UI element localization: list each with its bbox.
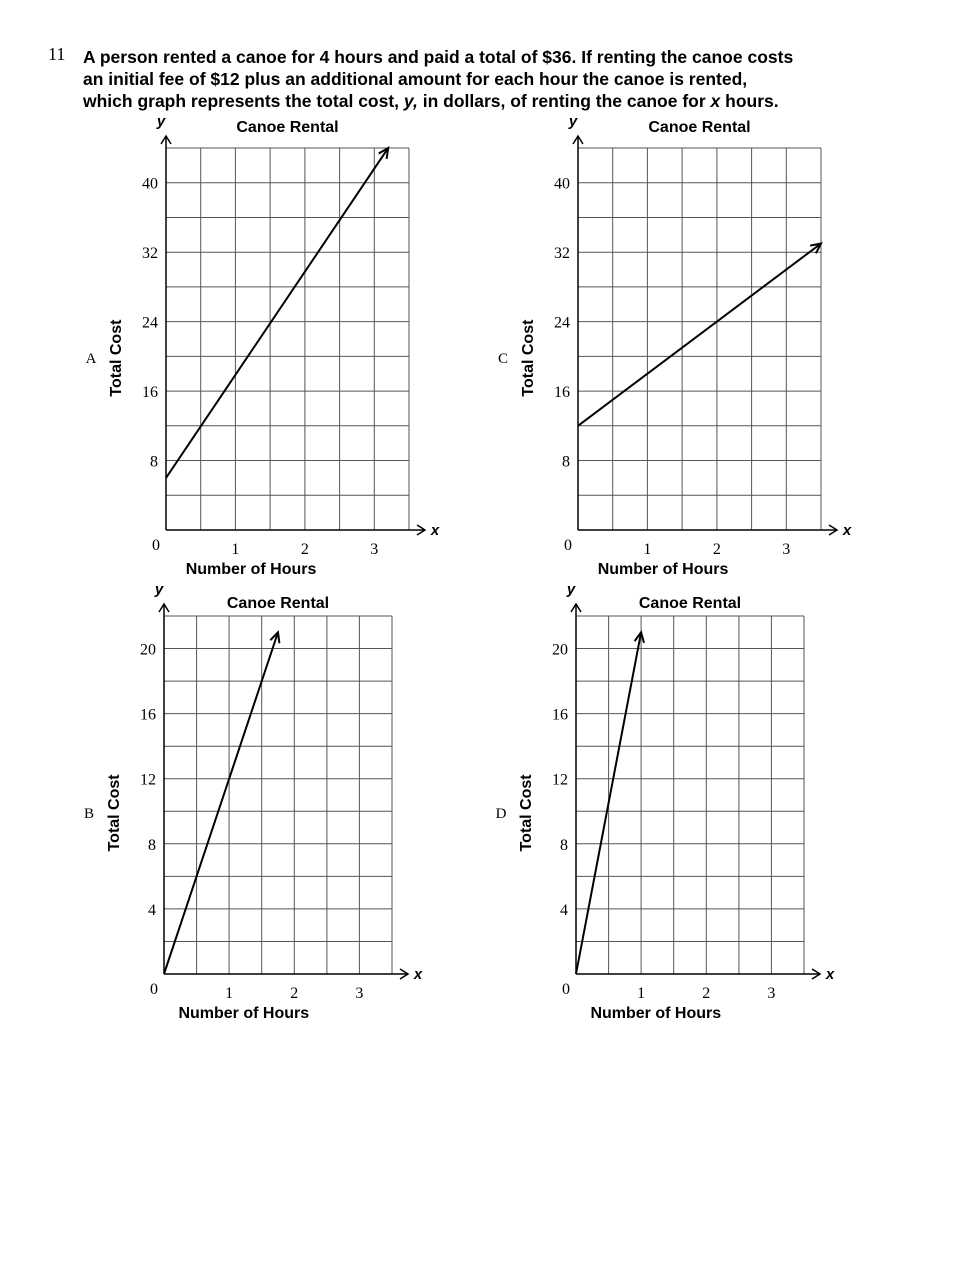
y-tick-label-a: 40 bbox=[142, 175, 158, 193]
y-tick-label-c: 16 bbox=[554, 384, 570, 402]
data-line-c bbox=[578, 244, 821, 426]
option-label-a: A bbox=[85, 351, 97, 368]
question-line-2: an initial fee of $12 plus an additional amount for each hour the canoe is rented, bbox=[83, 69, 748, 89]
y-tick-label-c: 32 bbox=[554, 245, 570, 263]
y-axis-title-b: Total Cost bbox=[106, 774, 123, 852]
origin-label-b: 0 bbox=[150, 981, 158, 998]
graph-option-a bbox=[60, 112, 500, 582]
origin-label-a: 0 bbox=[152, 537, 160, 554]
graph-option-b bbox=[60, 581, 500, 1058]
x-variable-label-c: x bbox=[842, 522, 852, 539]
y-tick-label-d: 8 bbox=[560, 836, 568, 854]
x-variable-label-b: x bbox=[413, 966, 423, 983]
chart-title-a: Canoe Rental bbox=[236, 119, 339, 136]
graph-option-d bbox=[475, 581, 915, 1058]
option-label-d: D bbox=[495, 805, 507, 822]
x-tick-label-d: 1 bbox=[637, 985, 646, 1002]
y-tick-label-c: 40 bbox=[554, 175, 570, 193]
x-tick-label-a: 3 bbox=[370, 541, 379, 558]
y-tick-label-c: 24 bbox=[554, 314, 570, 332]
question-line-3-c: hours. bbox=[720, 91, 779, 111]
graph-option-c bbox=[475, 112, 915, 582]
y-axis-title-d: Total Cost bbox=[518, 774, 535, 852]
y-tick-label-b: 4 bbox=[148, 901, 156, 919]
x-variable-label-a: x bbox=[430, 522, 440, 539]
y-tick-label-d: 12 bbox=[552, 771, 568, 789]
x-axis-title-d: Number of Hours bbox=[590, 1005, 722, 1022]
question-line-3-a: which graph represents the total cost, bbox=[83, 91, 404, 111]
data-line-a bbox=[166, 148, 388, 478]
y-tick-label-b: 8 bbox=[148, 836, 156, 854]
x-axis-title-c: Number of Hours bbox=[597, 561, 729, 578]
x-tick-label-c: 1 bbox=[643, 541, 652, 558]
question-number: 11 bbox=[48, 44, 66, 64]
y-tick-label-a: 32 bbox=[142, 245, 158, 263]
x-tick-label-a: 1 bbox=[231, 541, 240, 558]
y-tick-label-b: 16 bbox=[140, 706, 156, 724]
origin-label-d: 0 bbox=[562, 981, 570, 998]
y-tick-label-d: 4 bbox=[560, 901, 568, 919]
y-tick-label-d: 20 bbox=[552, 641, 568, 659]
chart-title-b: Canoe Rental bbox=[226, 595, 330, 612]
y-variable-label-d: y bbox=[566, 581, 576, 598]
y-axis-title-a: Total Cost bbox=[108, 319, 125, 397]
data-line-b bbox=[164, 632, 278, 974]
question-line-3 bbox=[83, 90, 953, 112]
x-tick-label-d: 3 bbox=[767, 985, 776, 1002]
y-tick-label-b: 12 bbox=[140, 771, 156, 789]
chart-title-c: Canoe Rental bbox=[648, 119, 751, 136]
y-variable-label-a: y bbox=[156, 113, 166, 130]
question-text bbox=[83, 46, 953, 112]
question-var-x: x bbox=[710, 91, 721, 111]
x-tick-label-b: 3 bbox=[355, 985, 364, 1002]
origin-label-c: 0 bbox=[564, 537, 572, 554]
y-tick-label-a: 8 bbox=[150, 453, 158, 471]
x-tick-label-d: 2 bbox=[702, 985, 711, 1002]
option-label-b: B bbox=[83, 805, 95, 822]
option-label-c: C bbox=[497, 351, 509, 368]
question-var-y: y, bbox=[403, 91, 418, 111]
y-tick-label-b: 20 bbox=[140, 641, 156, 659]
x-tick-label-c: 2 bbox=[712, 541, 721, 558]
y-tick-label-a: 24 bbox=[142, 314, 158, 332]
question-line-3-b: in dollars, of renting the canoe for bbox=[417, 91, 711, 111]
x-tick-label-b: 2 bbox=[290, 985, 299, 1002]
y-tick-label-a: 16 bbox=[142, 384, 158, 402]
question-line-1: A person rented a canoe for 4 hours and paid a total of $36. If renting the canoe costs bbox=[83, 47, 794, 67]
y-axis-title-c: Total Cost bbox=[520, 319, 537, 397]
x-tick-label-b: 1 bbox=[225, 985, 234, 1002]
y-variable-label-b: y bbox=[154, 581, 164, 598]
x-tick-label-c: 3 bbox=[782, 541, 791, 558]
y-variable-label-c: y bbox=[568, 113, 578, 130]
chart-title-d: Canoe Rental bbox=[638, 595, 742, 612]
x-axis-title-a: Number of Hours bbox=[185, 561, 317, 578]
x-tick-label-a: 2 bbox=[300, 541, 309, 558]
x-axis-title-b: Number of Hours bbox=[178, 1005, 310, 1022]
y-tick-label-d: 16 bbox=[552, 706, 568, 724]
y-tick-label-c: 8 bbox=[562, 453, 570, 471]
x-variable-label-d: x bbox=[825, 966, 835, 983]
